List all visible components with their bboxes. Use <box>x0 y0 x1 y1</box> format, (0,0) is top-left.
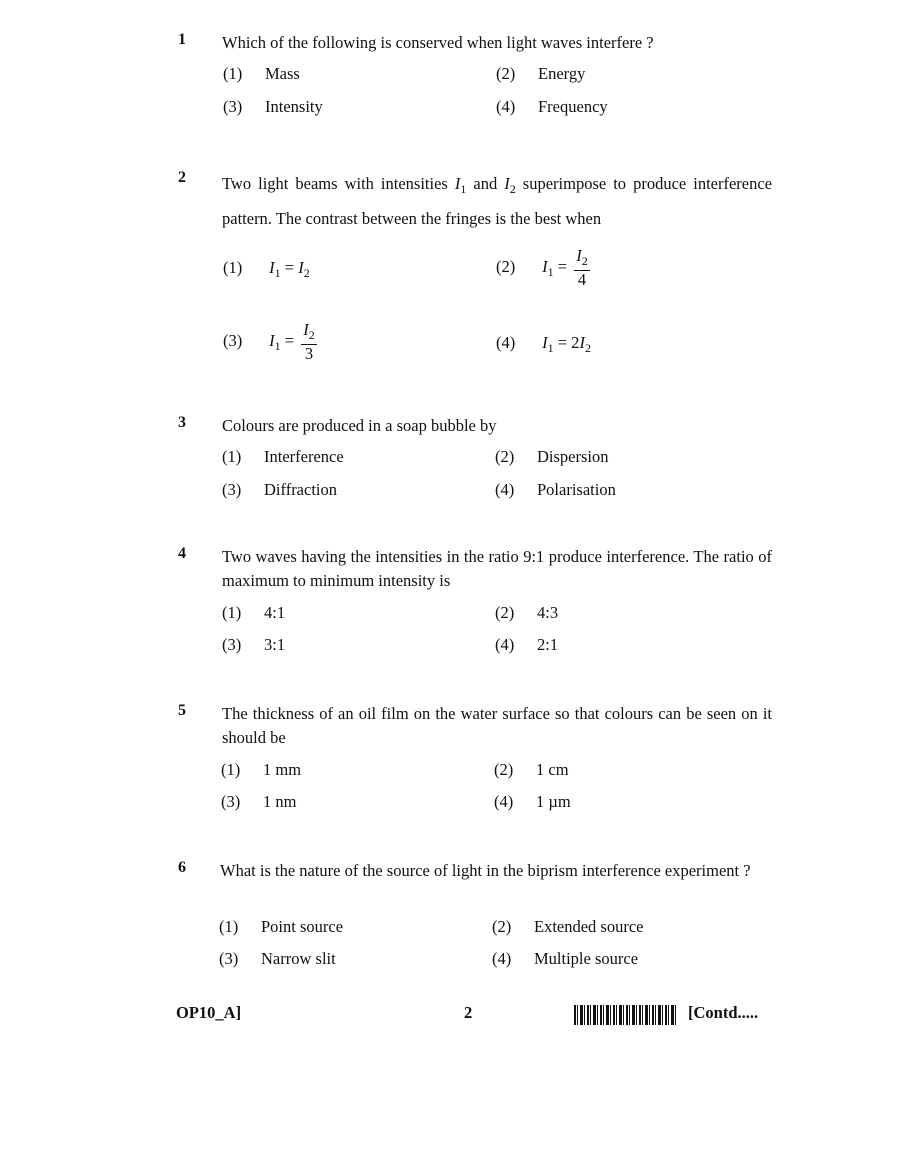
barcode-icon <box>574 1005 678 1025</box>
page-footer <box>0 1003 900 1029</box>
option-2: (2) Extended source <box>492 917 644 936</box>
question-text: Which of the following is conserved when light waves interfere ? <box>222 33 654 52</box>
question-text: What is the nature of the source of light in the biprism interference experiment ? <box>220 861 751 880</box>
option-2: (2) 4:3 <box>495 603 559 622</box>
question-number: 4 <box>178 545 186 562</box>
option-1: (1) 1 mm <box>221 760 302 779</box>
option-1: (1) $I_1 = I_2$ <box>223 258 310 280</box>
fraction: $\frac{I_2}{3}$ <box>303 320 315 363</box>
option-4: (4) $I_1 = 2I_2$ <box>496 333 591 355</box>
question-text: Colours are produced in a soap bubble by <box>222 416 497 435</box>
option-1: (1) 4:1 <box>222 603 286 622</box>
question-text: Two waves having the intensities in the ratio 9:1 produce interference. The ratio of maximum to minimum intensity is <box>222 547 772 590</box>
question-number: 1 <box>178 31 186 48</box>
fraction: $\frac{I_2}{4}$ <box>576 246 588 289</box>
option-1: (1) Point source <box>219 917 344 936</box>
option-2: (2) $I_1$ = $\frac{I_2}{4}$ <box>496 246 588 289</box>
option-1: (1) Mass <box>223 64 300 83</box>
option-1: (1) Interference <box>222 447 344 466</box>
option-3: (3) Intensity <box>223 97 323 116</box>
option-3: (3) Narrow slit <box>219 949 336 968</box>
continued-label: [Contd..... <box>688 1003 759 1022</box>
option-4: (4) Frequency <box>496 97 608 116</box>
question-number: 2 <box>178 169 186 186</box>
option-3: (3) Diffraction <box>222 480 338 499</box>
option-4: (4) 1 µm <box>494 792 571 811</box>
question-text: The thickness of an oil film on the water surface so that colours can be seen on it should be <box>222 704 772 747</box>
option-2: (2) Dispersion <box>495 447 609 466</box>
page-number: 2 <box>464 1003 473 1022</box>
question-number: 5 <box>178 702 186 719</box>
option-3: (3) 1 nm <box>221 792 297 811</box>
paper-code: OP10_A] <box>176 1003 242 1022</box>
option-2: (2) 1 cm <box>494 760 569 779</box>
option-3: (3) 3:1 <box>222 635 286 654</box>
option-4: (4) Polarisation <box>495 480 616 499</box>
option-4: (4) 2:1 <box>495 635 559 654</box>
question-number: 6 <box>178 859 186 876</box>
question-number: 3 <box>178 414 186 431</box>
question-text: Two light beams with intensities $I_1$ and $I_2$ superimpose to produce interference pattern. The contrast between the fringes is the best when <box>222 174 773 228</box>
option-4: (4) Multiple source <box>492 949 639 968</box>
option-3: (3) $I_1$ = $\frac{I_2}{3}$ <box>223 320 315 363</box>
option-2: (2) Energy <box>496 64 586 83</box>
